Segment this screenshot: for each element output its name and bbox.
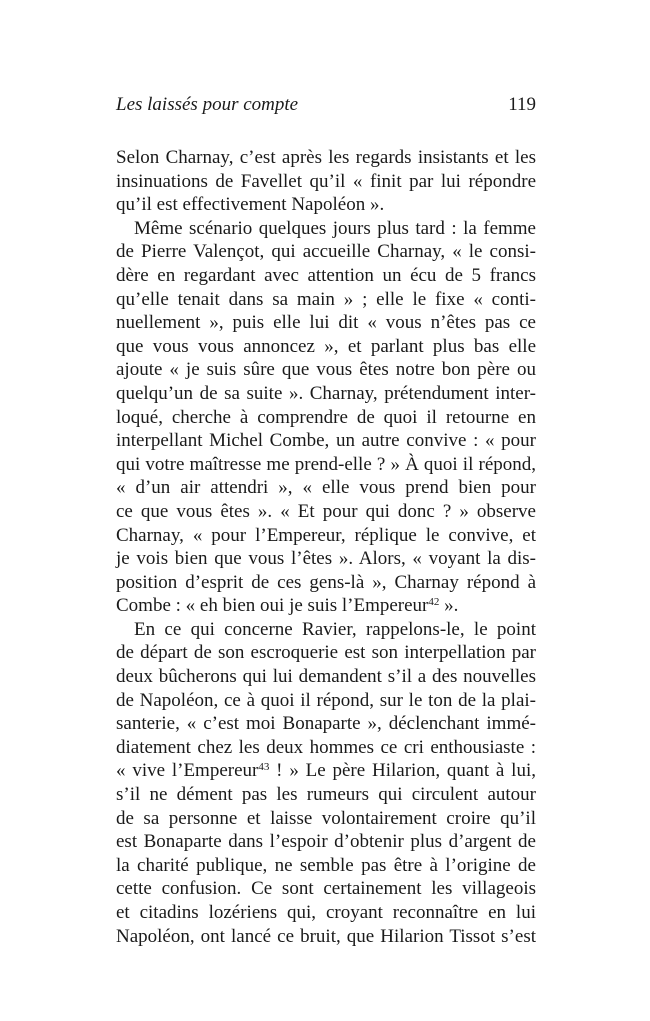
text-line: deux bûcherons qui lui demandent s’il a des nouvelles xyxy=(116,666,536,688)
text-line: position d’esprit de ces gens-là », Charnay répond à xyxy=(116,571,536,593)
text-fragment: ! » Le père Hilarion, quant à lui, xyxy=(269,760,536,782)
text-line: En ce qui concerne Ravier, rappelons-le, le point xyxy=(134,618,536,640)
text-fragment: Combe : « eh bien oui je suis l’Empereur xyxy=(116,595,429,617)
text-line: de sa personne et laisse volontairement croire qu’il xyxy=(116,807,536,829)
text-line: « d’un air attendri », « elle vous prend bien pour xyxy=(116,477,536,499)
text-line: est Bonaparte dans l’espoir d’obtenir plus d’argent de xyxy=(116,831,536,853)
running-title: Les laissés pour compte xyxy=(116,94,299,115)
footnote-ref-42: 42 xyxy=(428,596,440,609)
text-line: dère en regardant avec attention un écu de 5 francs xyxy=(116,264,536,286)
text-line: qui votre maîtresse me prend-elle ? » À quoi il répond, xyxy=(116,453,536,475)
text-line: de Pierre Valençot, qui accueille Charnay, « le consi- xyxy=(116,241,536,263)
text-line: cette confusion. Ce sont certainement les villageois xyxy=(116,878,536,900)
text-line-with-footnote xyxy=(116,759,536,783)
text-line: ce que vous êtes ». « Et pour qui donc ? » observe xyxy=(116,500,536,522)
running-header xyxy=(116,94,536,122)
text-line: et citadins lozériens qui, croyant reconnaître en lui xyxy=(116,902,536,923)
text-line: je vois bien que vous l’êtes ». Alors, « voyant la dis- xyxy=(116,548,536,570)
text-line: Charnay, « pour l’Empereur, réplique le convive, et xyxy=(116,524,536,546)
text-line: la charité publique, ne semble pas être à l’origine de xyxy=(116,854,536,876)
text-line-with-footnote xyxy=(116,594,536,618)
text-line: Napoléon, ont lancé ce bruit, que Hilarion Tissot s’est xyxy=(116,925,536,947)
text-line: santerie, « c’est moi Bonaparte », déclenchant immé- xyxy=(116,713,536,735)
page-number: 119 xyxy=(508,94,536,115)
text-fragment: « vive l’Empereur xyxy=(116,760,259,782)
text-line: quelqu’un de sa suite ». Charnay, prétendument inter- xyxy=(116,382,536,404)
text-line: qu’elle tenait dans sa main » ; elle le fixe « conti- xyxy=(116,288,536,310)
text-line: que vous vous annoncez », et parlant plus bas elle xyxy=(116,335,536,357)
text-line: loqué, cherche à comprendre de quoi il retourne en xyxy=(116,406,536,428)
footnote-ref-43: 43 xyxy=(258,761,270,774)
text-line: de Napoléon, ce à quoi il répond, sur le ton de la plai- xyxy=(116,689,536,711)
text-line: qu’il est effectivement Napoléon ». xyxy=(116,194,385,216)
text-line: Selon Charnay, c’est après les regards insistants et les xyxy=(116,147,536,168)
text-line: Même scénario quelques jours plus tard : la femme xyxy=(134,217,536,239)
text-fragment: ». xyxy=(439,595,459,617)
text-line: interpellant Michel Combe, un autre convive : « pour xyxy=(116,430,536,452)
text-line: diatement chez les deux hommes ce cri enthousiaste : xyxy=(116,736,536,758)
text-line: s’il ne dément pas les rumeurs qui circulent autour xyxy=(116,784,536,806)
text-line: insinuations de Favellet qu’il « finit par lui répondre xyxy=(116,170,536,192)
text-line: ajoute « je suis sûre que vous êtes notre bon père ou xyxy=(116,359,536,381)
body-text xyxy=(116,146,536,948)
text-line: nuellement », puis elle lui dit « vous n’êtes pas ce xyxy=(116,312,536,334)
text-line: de départ de son escroquerie est son interpellation par xyxy=(116,642,536,664)
